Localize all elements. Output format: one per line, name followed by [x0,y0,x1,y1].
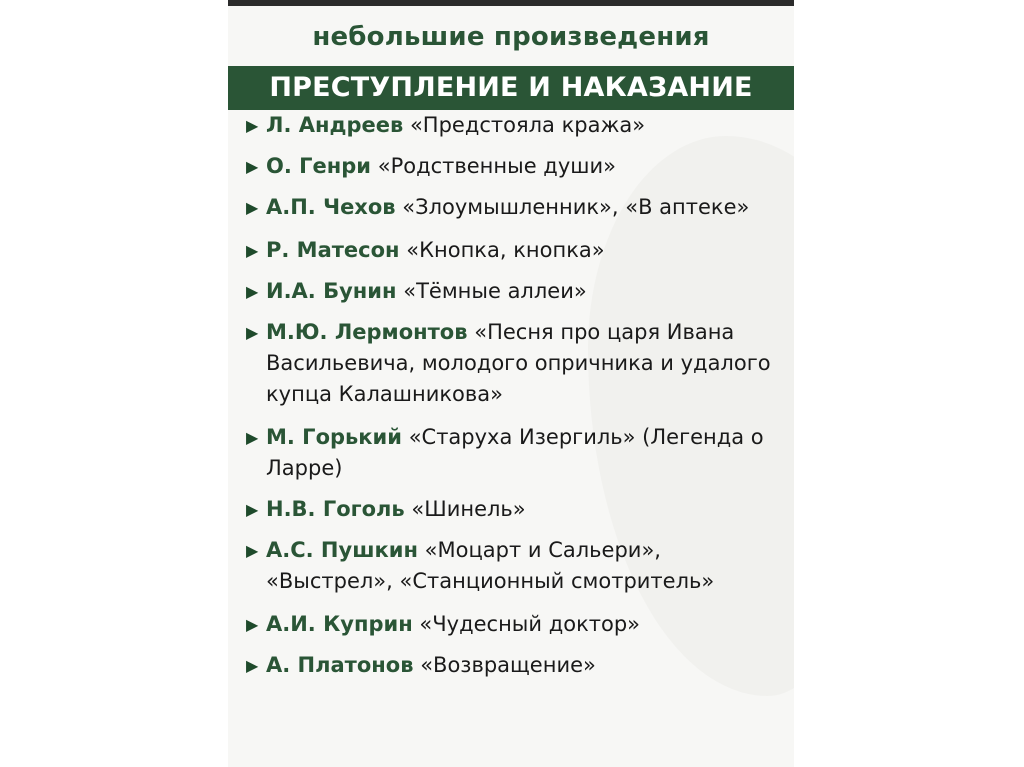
work-titles: «Злоумышленник», «В аптеке» [402,195,750,219]
list-item [246,535,791,597]
page-title: ПРЕСТУПЛЕНИЕ И НАКАЗАНИЕ [228,66,794,110]
play-triangle-icon: ▶ [246,157,259,176]
work-titles: «Песня про царя Ивана Васильевича, молодого опричника и удалого купца Калашникова» [266,320,771,406]
play-triangle-icon: ▶ [246,323,259,342]
author-name: Р. Матесон [266,238,400,262]
author-name: А.И. Куприн [266,612,413,636]
work-titles: «Чудесный доктор» [419,612,641,636]
work-titles: «Шинель» [411,497,526,521]
work-titles: «Предстояла кража» [409,113,646,137]
list-item [246,151,791,182]
list-item [246,110,791,141]
author-name: А. Платонов [266,653,414,677]
list-item [246,494,791,525]
play-triangle-icon: ▶ [246,116,259,135]
play-triangle-icon: ▶ [246,282,259,301]
work-titles: «Старуха Изергиль» (Легенда о Ларре) [266,425,764,480]
play-triangle-icon: ▶ [246,241,259,260]
work-titles: «Моцарт и Сальери», «Выстрел», «Станционный смотритель» [266,538,715,593]
work-titles: «Родственные души» [377,154,616,178]
works-list [246,110,791,681]
author-name: И.А. Бунин [266,279,397,303]
list-item [246,276,791,307]
play-triangle-icon: ▶ [246,198,259,217]
author-name: А.С. Пушкин [266,538,418,562]
author-name: М.Ю. Лермонтов [266,320,468,344]
list-item [246,317,791,410]
list-item [246,235,791,266]
list-item [246,650,791,681]
list-item [246,192,791,223]
page-subtitle: небольшие произведения [312,22,710,52]
work-titles: «Тёмные аллеи» [403,279,587,303]
work-titles: «Возвращение» [420,653,596,677]
list-item [246,609,791,640]
work-titles: «Кнопка, кнопка» [406,238,605,262]
list-item [246,422,791,484]
author-name: О. Генри [266,154,372,178]
author-name: А.П. Чехов [266,195,396,219]
play-triangle-icon: ▶ [246,656,259,675]
play-triangle-icon: ▶ [246,500,259,519]
author-name: Л. Андреев [266,113,404,137]
author-name: М. Горький [266,425,402,449]
play-triangle-icon: ▶ [246,615,259,634]
play-triangle-icon: ▶ [246,541,259,560]
play-triangle-icon: ▶ [246,428,259,447]
author-name: Н.В. Гоголь [266,497,405,521]
document-card [228,6,794,767]
